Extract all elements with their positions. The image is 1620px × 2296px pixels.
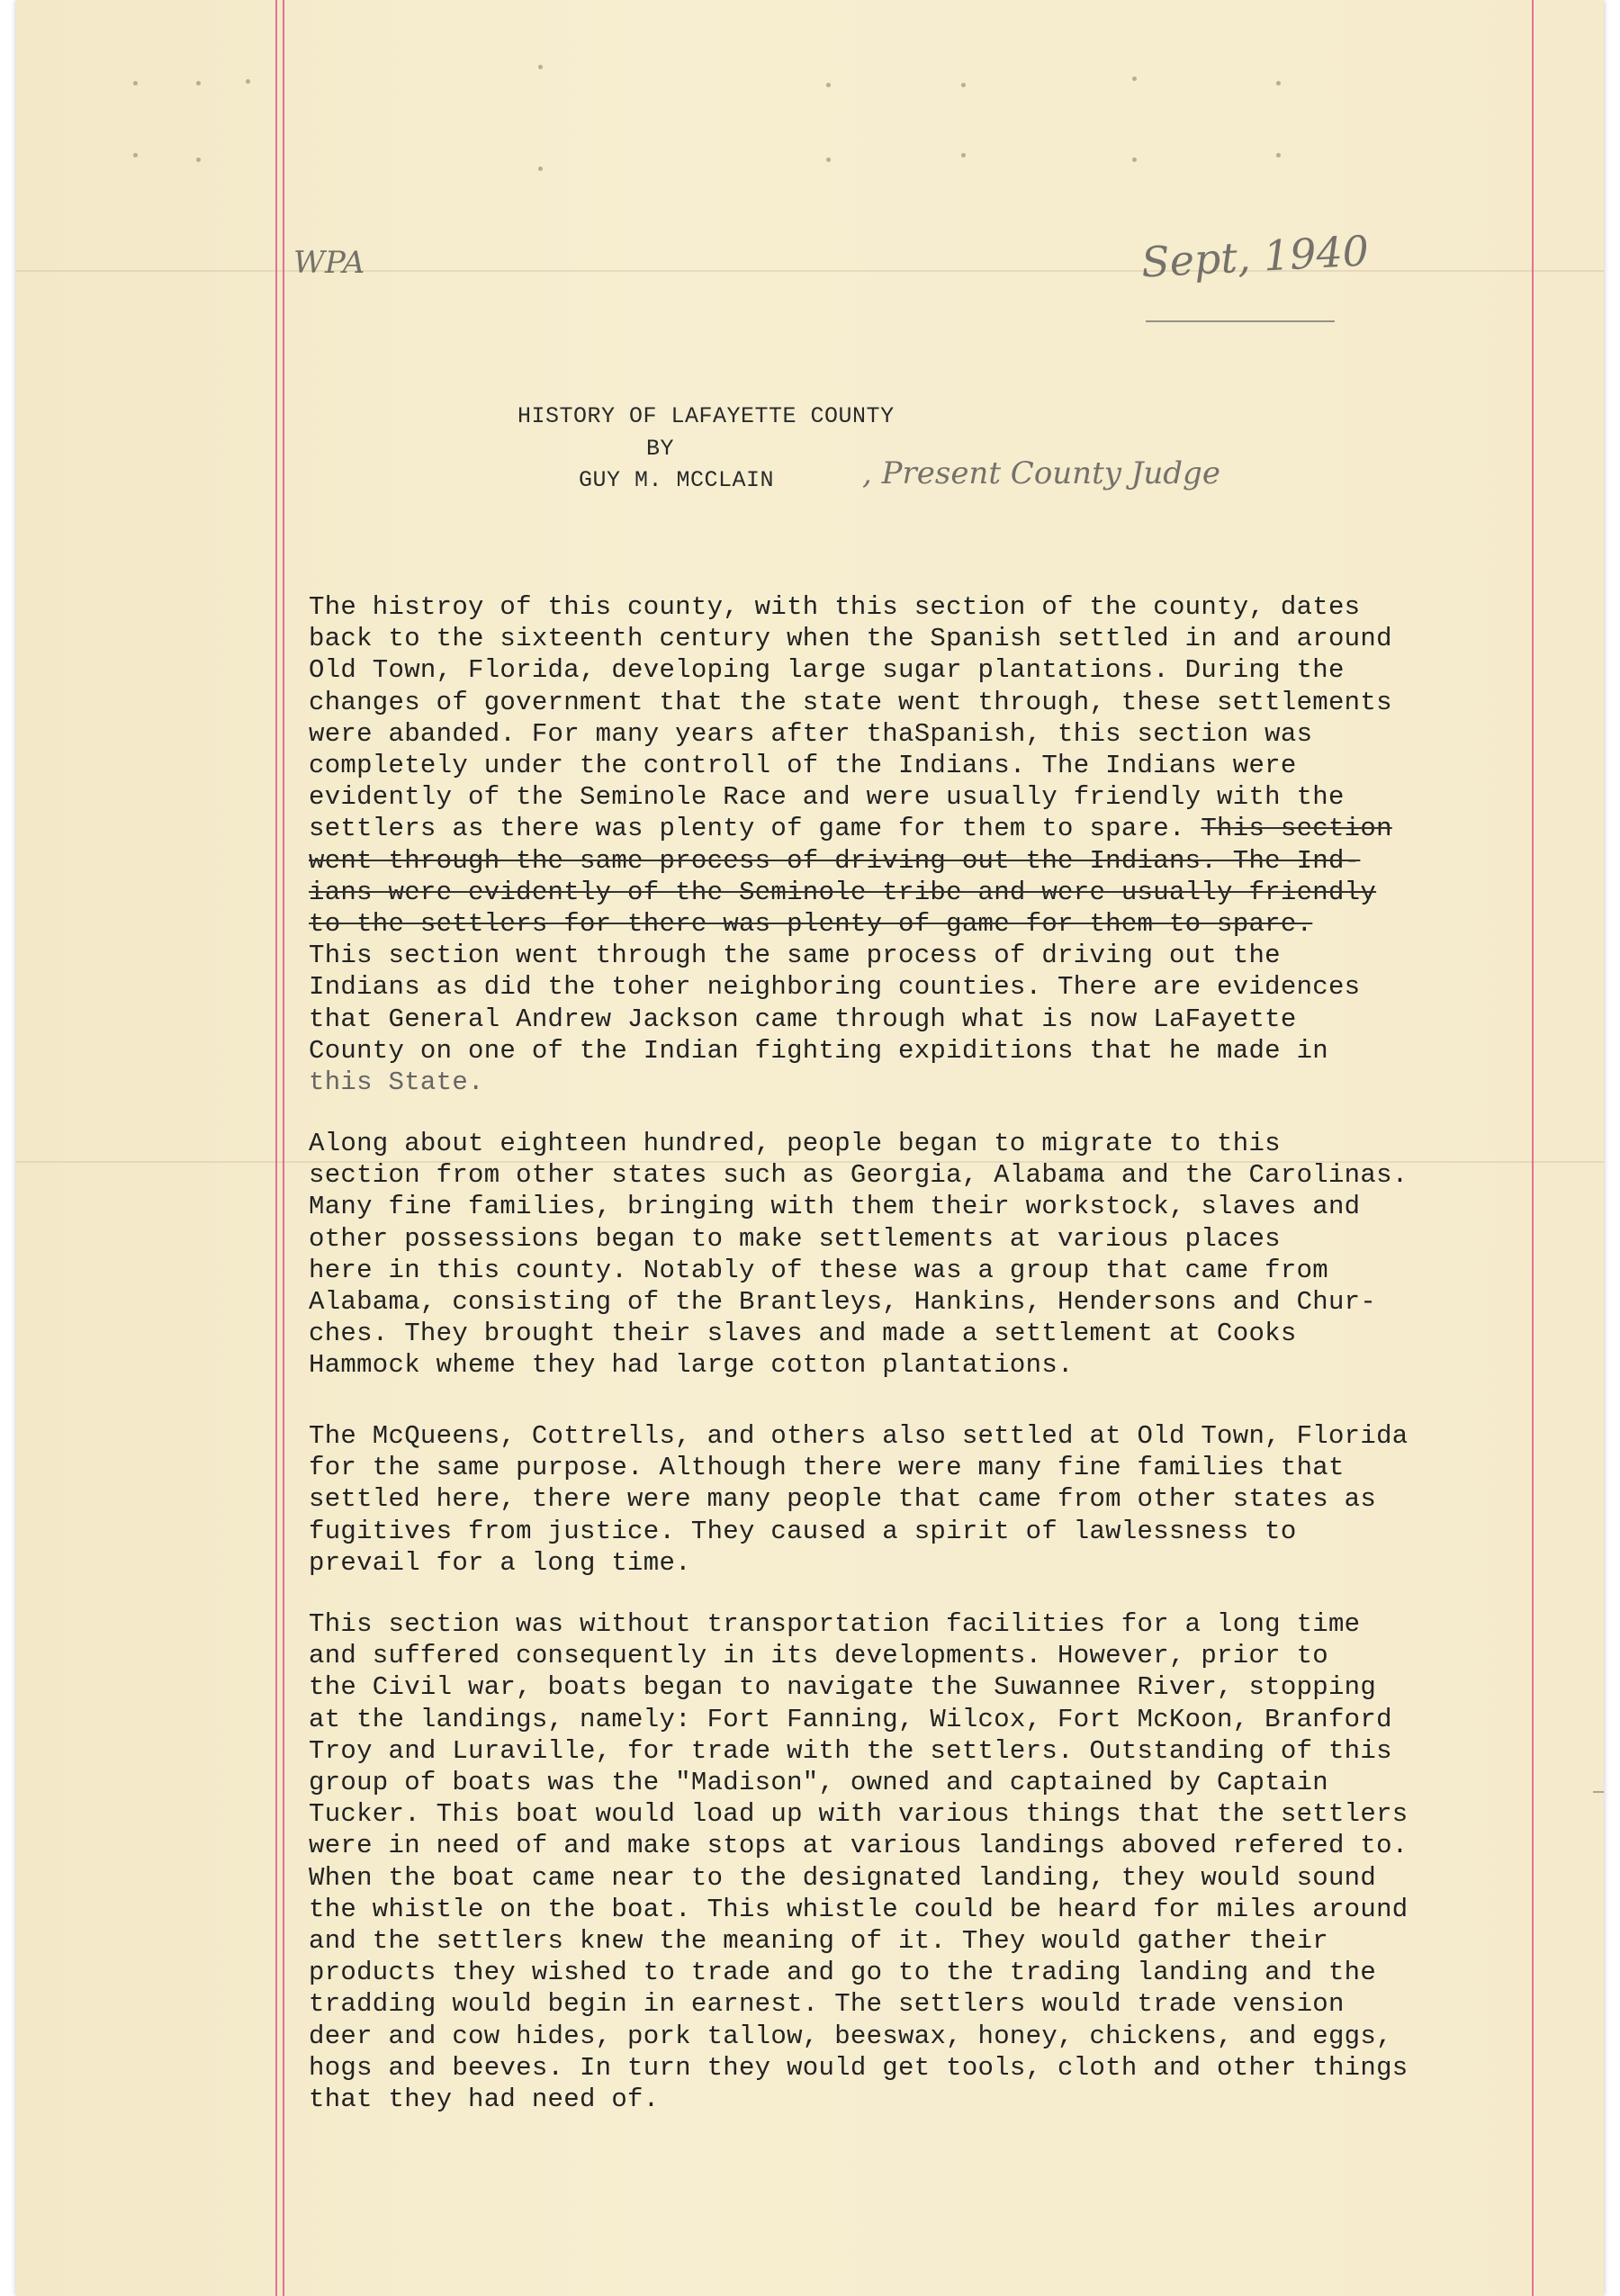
author-name: GUY M. MCCLAIN — [579, 467, 775, 493]
text-line: settled here, there were many people that came from other states as — [309, 1484, 1377, 1515]
text-line: the whistle on the boat. This whistle could be heard for miles around — [309, 1894, 1408, 1924]
text-line: section from other states such as Georgia, Alabama and the Carolinas. — [309, 1160, 1408, 1191]
text-line: This section went through the same process of driving out the — [309, 941, 1281, 971]
paper-sheet — [16, 0, 1604, 2296]
text-line: ches. They brought their slaves and made a settlement at Cooks — [309, 1319, 1297, 1349]
text-line: this State. — [309, 1067, 484, 1098]
byline-label: BY — [646, 436, 675, 462]
text-line: prevail for a long time. — [309, 1547, 691, 1578]
text-line: The McQueens, Cottrells, and others also settled at Old Town, Florida — [309, 1421, 1408, 1451]
text-line: and suffered consequently in its developments. However, prior to — [309, 1641, 1328, 1671]
staple-hole — [246, 79, 250, 84]
date-underline — [1146, 320, 1335, 322]
left-margin-line — [275, 0, 277, 2296]
staple-hole — [538, 167, 543, 171]
staple-hole — [1276, 81, 1281, 86]
text-line: at the landings, namely: Fort Fanning, Wilcox, Fort McKoon, Branford — [309, 1704, 1392, 1734]
text-line: Many fine families, bringing with them their workstock, slaves and — [309, 1192, 1361, 1222]
staple-hole — [133, 81, 138, 86]
text-line: changes of government that the state went through, these settlements — [309, 687, 1392, 717]
struck-line: ians were evidently of the Seminole tribe and were usually friendly — [309, 877, 1377, 907]
left-margin-line-2 — [283, 0, 284, 2296]
text-line: Indians as did the toher neighboring counties. There are evidences — [309, 972, 1361, 1003]
text-line: Tucker. This boat would load up with various things that the settlers — [309, 1799, 1408, 1830]
text-line: were in need of and make stops at various landings aboved refered to. — [309, 1831, 1408, 1861]
paragraph-3 — [309, 1420, 1569, 1579]
margin-mark — [1593, 1791, 1604, 1793]
handwritten-author-note: , Present County Judge — [862, 455, 1220, 491]
text-line: County on one of the Indian fighting expiditions that he made in — [309, 1035, 1328, 1066]
staple-hole — [133, 153, 138, 158]
paragraph-1 — [309, 591, 1569, 1098]
struck-line: went through the same process of driving out the Indians. The Ind- — [309, 845, 1361, 876]
staple-hole — [196, 81, 201, 86]
text-line: the Civil war, boats began to navigate the Suwannee River, stopping — [309, 1672, 1377, 1703]
staple-hole — [961, 153, 966, 158]
text-line: tradding would begin in earnest. The settlers would trade vension — [309, 1989, 1345, 2020]
handwritten-agency: WPA — [293, 245, 365, 281]
text-line: deer and cow hides, pork tallow, beeswax, honey, chickens, and eggs, — [309, 2021, 1392, 2051]
staple-hole — [961, 83, 966, 87]
text-line: back to the sixteenth century when the Spanish settled in and around — [309, 624, 1392, 654]
handwritten-date: Sept, 1940 — [1139, 226, 1371, 287]
staple-hole — [1276, 153, 1281, 158]
staple-hole — [538, 65, 543, 69]
text-line: hogs and beeves. In turn they would get tools, cloth and other things — [309, 2052, 1408, 2083]
text-line: Old Town, Florida, developing large sugar plantations. During the — [309, 655, 1345, 686]
text-line: This section was without transportation facilities for a long time — [309, 1609, 1361, 1639]
text-segment: settlers as there was plenty of game for them to spare. — [309, 814, 1202, 844]
text-line: Troy and Luraville, for trade with the settlers. Outstanding of this — [309, 1735, 1392, 1766]
struck-line: to the settlers for there was plenty of game for them to spare. — [309, 909, 1313, 940]
text-line: other possessions began to make settlements at various places — [309, 1223, 1281, 1254]
struck-text: This section — [1201, 814, 1392, 844]
text-line: that they had need of. — [309, 2084, 660, 2115]
text-line: completely under the controll of the Indians. The Indians were — [309, 751, 1297, 781]
staple-hole — [826, 158, 831, 162]
text-line — [309, 813, 1569, 844]
staple-hole — [826, 83, 831, 87]
text-line: fugitives from justice. They caused a spirit of lawlessness to — [309, 1516, 1297, 1546]
document-title: HISTORY OF LAFAYETTE COUNTY — [518, 403, 895, 429]
text-line: When the boat came near to the designated landing, they would sound — [309, 1862, 1377, 1893]
text-line: here in this county. Notably of these was a group that came from — [309, 1255, 1328, 1285]
text-line: for the same purpose. Although there were many fine families that — [309, 1453, 1345, 1483]
paragraph-4 — [309, 1608, 1569, 2115]
staple-hole — [1132, 158, 1137, 162]
text-line: products they wished to trade and go to the trading landing and the — [309, 1958, 1377, 1988]
text-line: were abanded. For many years after thaSpanish, this section was — [309, 718, 1313, 749]
text-line: Along about eighteen hundred, people began to migrate to this — [309, 1129, 1281, 1158]
staple-hole — [1132, 77, 1137, 81]
paragraph-2 — [309, 1128, 1569, 1382]
text-line: Alabama, consisting of the Brantleys, Hankins, Hendersons and Chur- — [309, 1287, 1377, 1318]
staple-hole — [196, 158, 201, 162]
text-line: Hammock wheme they had large cotton plantations. — [309, 1350, 1074, 1381]
text-line: and the settlers knew the meaning of it. They would gather their — [309, 1926, 1328, 1957]
text-line: evidently of the Seminole Race and were usually friendly with the — [309, 782, 1345, 813]
text-line: that General Andrew Jackson came through what is now LaFayette — [309, 1004, 1297, 1034]
text-line: group of boats was the "Madison", owned and captained by Captain — [309, 1768, 1328, 1798]
text-line: The histroy of this county, with this section of the county, dates — [309, 592, 1361, 622]
